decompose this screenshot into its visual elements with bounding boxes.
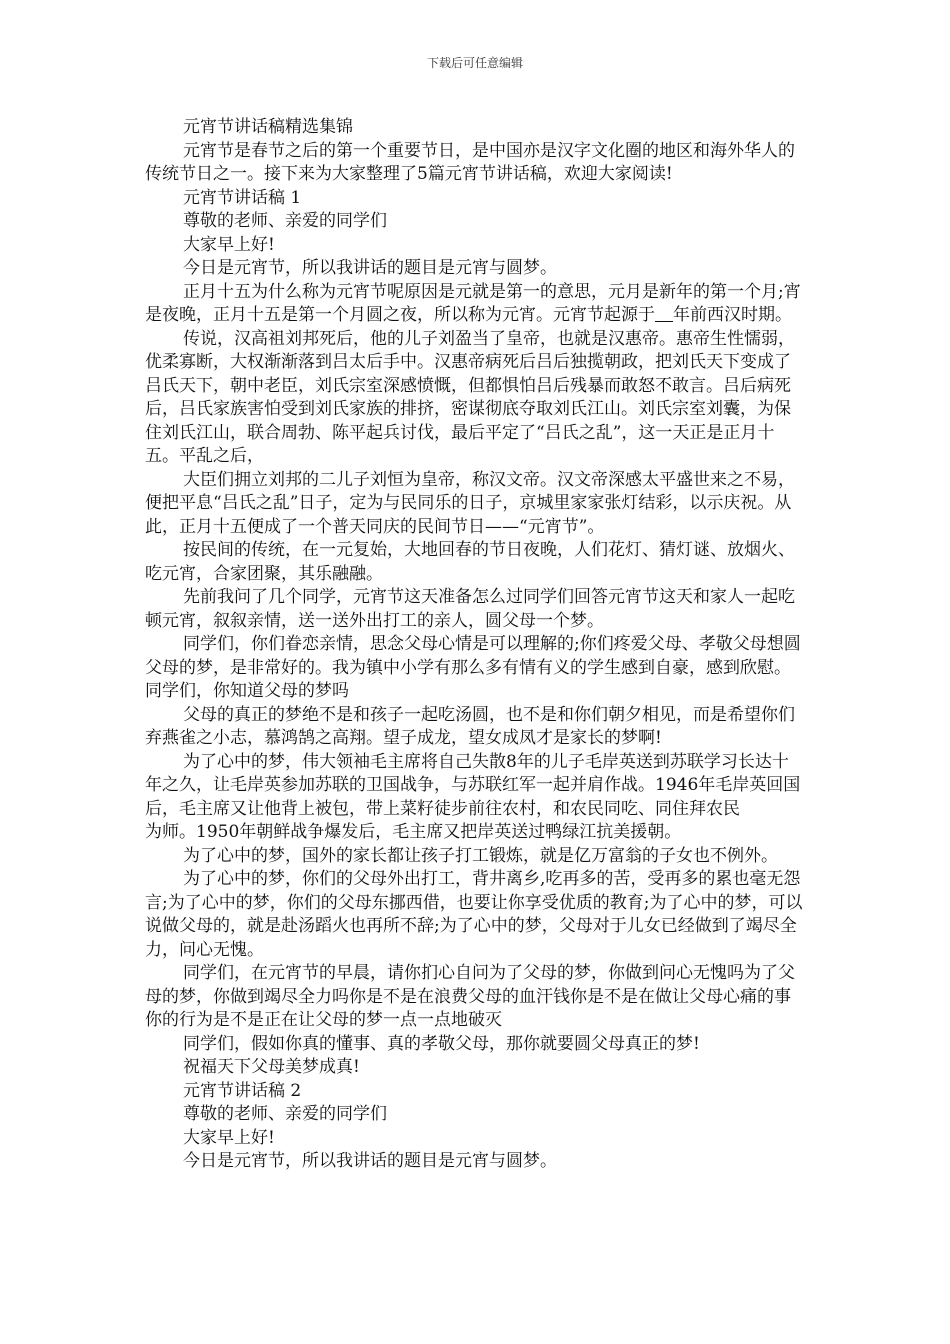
speech-1-paragraph-wendi: 大臣们拥立刘邦的二儿子刘恒为皇帝，称汉文帝。汉文帝深感太平盛世来之不易，便把平息“吕氏之乱”日子，定为与民同乐的日子，京城里家家张灯结彩，以示庆祝。从此，正月十五便成了一个普天同庆的民间节日——“元宵节”。 bbox=[145, 469, 795, 537]
speech-1-greeting: 大家早上好! bbox=[183, 234, 275, 255]
speech-2-topic: 今日是元宵节，所以我讲话的题目是元宵与圆梦。 bbox=[183, 1151, 557, 1171]
document-title: 元宵节讲话稿精选集锦 bbox=[183, 117, 353, 137]
speech-1-paragraph-parents-dream: 父母的真正的梦绝不是和孩子一起吃汤圆，也不是和你们朝夕相见，而是希望你们弃燕雀之小志，慕鸿鹄之高翔。望子成龙，望女成凤才是家长的梦啊! bbox=[145, 704, 795, 748]
speech-1-salutation: 尊敬的老师、亲爱的同学们 bbox=[183, 211, 387, 231]
fill-in-blank bbox=[655, 305, 673, 322]
speech-1-paragraph-abroad: 为了心中的梦，国外的家长都让孩子打工锻炼，就是亿万富翁的子女也不例外。 bbox=[183, 845, 778, 866]
document-body bbox=[145, 116, 805, 1174]
speech-1-paragraph-call: 同学们，假如你真的懂事、真的孝敬父母，那你就要圆父母真正的梦! bbox=[183, 1033, 700, 1054]
speech-1-paragraph-sacrifice: 为了心中的梦，你们的父母外出打工，背井离乡,吃再多的苦，受再多的累也毫无怨言;为了心中的梦，你们的父母东挪西借，也要让你享受优质的教育;为了心中的梦，可以说做父母的，就是赴汤蹈火也再所不辞;为了心中的梦，父母对于儿女已经做到了竭尽全力，问心无愧。 bbox=[145, 869, 803, 960]
speech-1-paragraph-mao: 为了心中的梦，伟大领袖毛主席将自己失散8年的儿子毛岸英送到苏联学习长达十年之久，让毛岸英参加苏联的卫国战争，与苏联红军一起并肩作战。1946年毛岸英回国后，毛主席又让他背上被包，带上菜籽徒步前往农村，和农民同吃、同住拜农民 bbox=[145, 751, 801, 819]
origin-text-after-blank: 年前西汉时期。 bbox=[673, 305, 792, 325]
speech-1-paragraph-tradition: 按民间的传统，在一元复始，大地回春的节日夜晚，人们花灯、猜灯谜、放烟火、吃元宵，合家团聚，其乐融融。 bbox=[145, 540, 795, 584]
speech-2-heading: 元宵节讲话稿 2 bbox=[183, 1080, 302, 1101]
speech-2-salutation: 尊敬的老师、亲爱的同学们 bbox=[183, 1104, 387, 1124]
speech-1-heading: 元宵节讲话稿 1 bbox=[183, 187, 302, 208]
speech-1-paragraph-students: 先前我问了几个同学，元宵节这天准备怎么过同学们回答元宵节这天和家人一起吃顿元宵，叙叙亲情，送一送外出打工的亲人，圆父母一个梦。 bbox=[145, 587, 795, 631]
speech-1-paragraph-origin bbox=[145, 281, 805, 328]
speech-2-greeting: 大家早上好! bbox=[183, 1127, 275, 1148]
speech-1-paragraph-blessing: 祝福天下父母美梦成真! bbox=[183, 1057, 360, 1077]
page-header-note: 下载后可任意编辑 bbox=[426, 56, 523, 70]
intro-paragraph: 元宵节是春节之后的第一个重要节日，是中国亦是汉字文化圈的地区和海外华人的传统节日之一。接下来为大家整理了5篇元宵节讲话稿，欢迎大家阅读! bbox=[145, 140, 795, 184]
speech-1-paragraph-legend: 传说，汉高祖刘邦死后，他的儿子刘盈当了皇帝，也就是汉惠帝。惠帝生性懦弱，优柔寡断，大权渐渐落到吕太后手中。汉惠帝病死后吕后独揽朝政，把刘氏天下变成了吕氏天下，朝中老臣，刘氏宗室深感愤慨，但都惧怕吕后残暴而敢怒不敢言。吕后病死后，吕氏家族害怕受到刘氏家族的排挤，密谋彻底夺取刘氏江山。刘氏宗室刘囊，为保住刘氏江山，联合周勃、陈平起兵讨伐，最后平定了“吕氏之乱”，这一天正是正月十五。平乱之后， bbox=[145, 328, 795, 466]
speech-1-topic: 今日是元宵节，所以我讲话的题目是元宵与圆梦。 bbox=[183, 258, 557, 278]
speech-1-paragraph-affection: 同学们，你们眷恋亲情，思念父母心情是可以理解的;你们疼爱父母、孝敬父母想圆父母的梦，是非常好的。我为镇中小学有那么多有情有义的学生感到自豪，感到欣慰。同学们，你知道父母的梦吗 bbox=[145, 634, 801, 701]
speech-1-paragraph-korea: 为师。1950年朝鲜战争爆发后，毛主席又把岸英送过鸭绿江抗美援朝。 bbox=[145, 822, 682, 842]
speech-1-paragraph-reflection: 同学们，在元宵节的早晨，请你扪心自问为了父母的梦，你做到问心无愧吗为了父母的梦，你做到竭尽全力吗你是不是在浪费父母的血汗钱你是不是在做让父母心痛的事你的行为是不是正在让父母的梦一点一点地破灭 bbox=[145, 963, 795, 1030]
origin-text-before-blank: 正月十五为什么称为元宵节呢原因是元就是第一的意思，元月是新年的第一个月;宵是夜晚，正月十五是第一个月圆之夜，所以称为元宵。元宵节起源于 bbox=[145, 281, 801, 325]
